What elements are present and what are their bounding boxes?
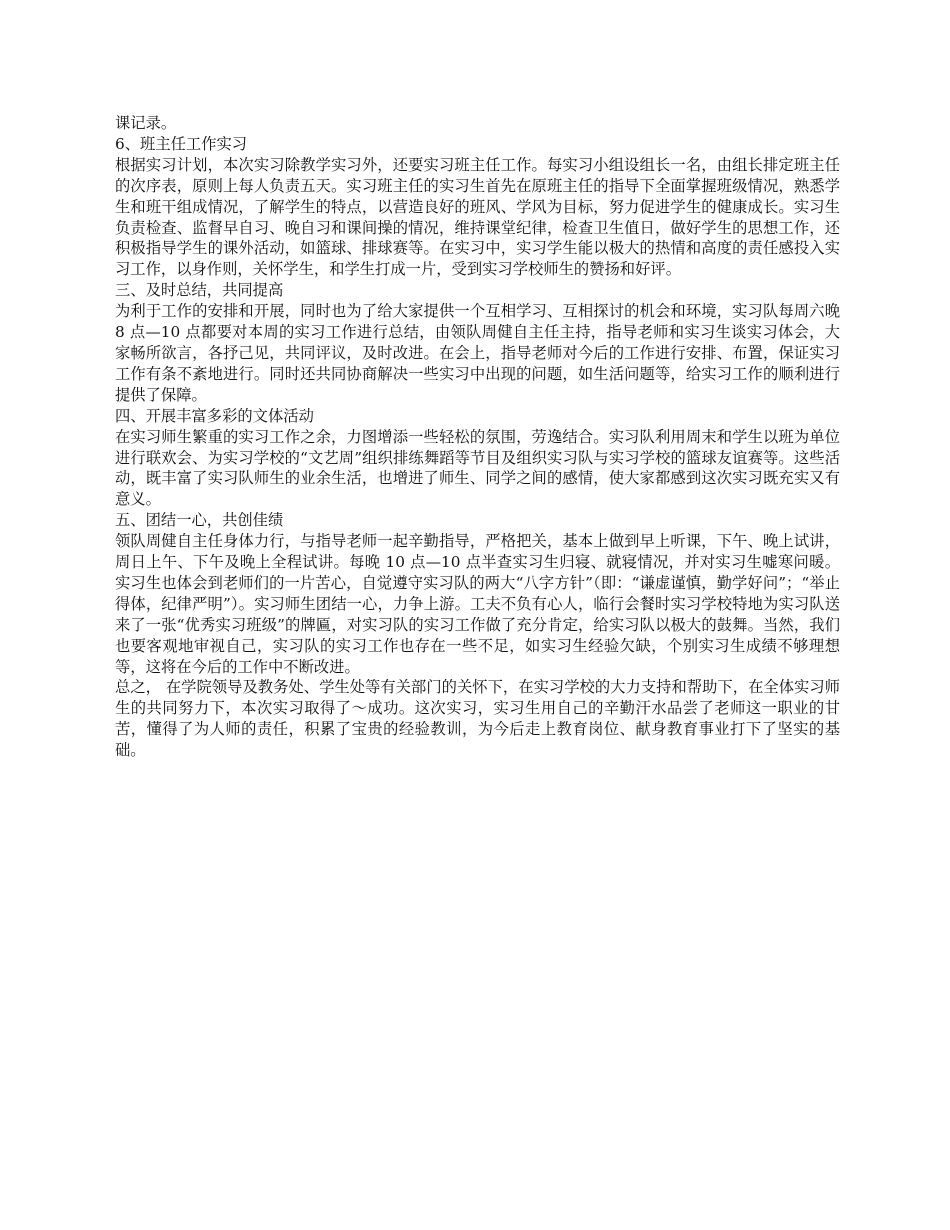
paragraph-unity: 领队周健自主任身体力行，与指导老师一起辛勤指导，严格把关，基本上做到早上听课，下午、晚上试讲，周日上午、下午及晚上全程试讲。每晚 10 点—10 点半查实习生归寝、就寝情况，并对实习生嘘寒问暖。实习生也体会到老师们的一片苦心，自觉遵守实习队的两大“八字方针”（即：“谦虚谨慎，勤学好问”；“举止得体，纪律严明”）。实习师生团结一心，力争上游。工夫不负有心人，临行会餐时实习学校特地为实习队送来了一张“优秀实习班级”的牌匾，对实习队的实习工作做了充分肯定，给实习队以极大的鼓舞。当然，我们也要客观地审视自己，实习队的实习工作也存在一些不足，如实习生经验欠缺，个别实习生成绩不够理想等，这将在今后的工作中不断改进。 [115,532,840,676]
paragraph-cultural-activities: 在实习师生繁重的实习工作之余，力图增添一些轻松的氛围，劳逸结合。实习队利用周末和学生以班为单位进行联欢会、为实习学校的“文艺周”组织排练舞蹈等节目及组织实习队与实习学校的篮球友谊赛等。这些活动，既丰富了实习队师生的业余生活，也增进了师生、同学之间的感情，使大家都感到这次实习既充实又有意义。 [115,427,840,509]
paragraph-class-teacher-internship: 根据实习计划，本次实习除教学实习外，还要实习班主任工作。每实习小组设组长一名，由组长排定班主任的次序表，原则上每人负责五天。实习班主任的实习生首先在原班主任的指导下全面掌握班级情况，熟悉学生和班干组成情况，了解学生的特点，以营造良好的班风、学风为目标，努力促进学生的健康成长。实习生负责检查、监督早自习、晚自习和课间操的情况，维持课堂纪律，检查卫生值日，做好学生的思想工作，还积极指导学生的课外活动，如篮球、排球赛等。在实习中，实习学生能以极大的热情和高度的责任感投入实习工作，以身作则，关怀学生，和学生打成一片，受到实习学校师生的赞扬和好评。 [115,155,840,279]
paragraph-timely-summary: 为利于工作的安排和开展，同时也为了给大家提供一个互相学习、互相探讨的机会和环境，实习队每周六晚 8 点—10 点都要对本周的实习工作进行总结，由领队周健自主任主持，指导老师和实习生谈实习体会，大家畅所欲言，各抒己见，共同评议，及时改进。在会上，指导老师对今后的工作进行安排、布置，保证实习工作有条不紊地进行。同时还共同协商解决一些实习中出现的问题，如生活问题等，给实习工作的顺利进行提供了保障。 [115,302,840,404]
document-body [115,113,840,761]
paragraph-conclusion: 总之， 在学院领导及教务处、学生处等有关部门的关怀下，在实习学校的大力支持和帮助下，在全体实习师生的共同努力下，本次实习取得了～成功。这次实习，实习生用自己的辛勤汗水品尝了老师这一职业的甘苦，懂得了为人师的责任，积累了宝贵的经验教训，为今后走上教育岗位、献身教育事业打下了坚实的基础。 [115,678,840,760]
section-heading-cultural-activities: 四、开展丰富多彩的文体活动 [115,406,314,425]
section-heading-timely-summary: 三、及时总结，共同提高 [115,281,284,300]
section-heading-class-teacher-internship: 6、班主任工作实习 [115,134,248,153]
paragraph-continuation: 课记录。 [115,114,177,132]
section-heading-unity: 五、团结一心，共创佳绩 [115,511,284,530]
